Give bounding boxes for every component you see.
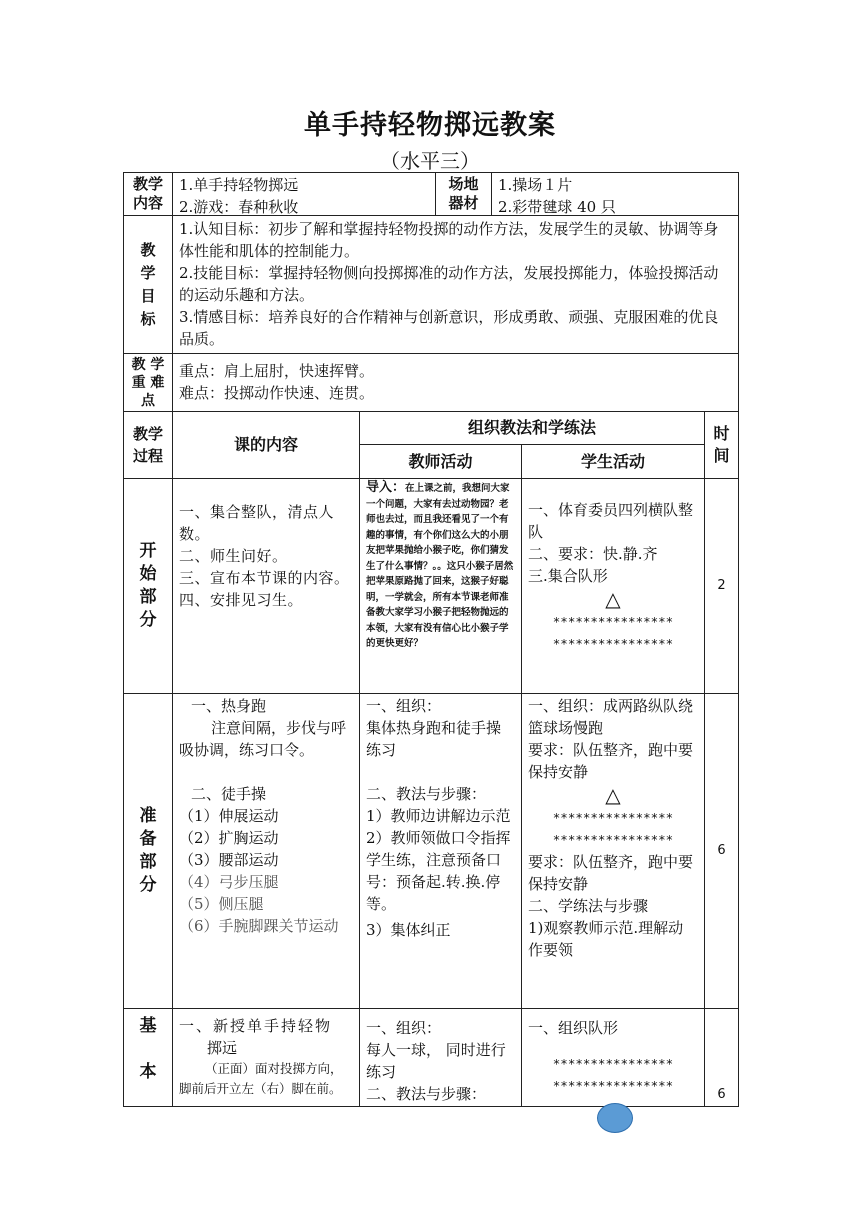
teacher-line: 二、教法与步骤： bbox=[366, 785, 487, 803]
student-header: 学生活动 bbox=[521, 444, 705, 479]
content-line: （1）伸展运动 bbox=[179, 807, 279, 825]
time-header: 时 间 bbox=[704, 411, 739, 479]
content-line: （3）腰部运动 bbox=[179, 851, 279, 869]
document-title: 单手持轻物掷远教案 bbox=[304, 110, 556, 141]
goal-item: 3.情感目标：培养良好的合作精神与创新意识，形成勇敢、顽强、克服困难的优良品质。 bbox=[179, 308, 719, 348]
content-line: 掷远 bbox=[207, 1039, 238, 1057]
section-basic-teacher bbox=[359, 1008, 522, 1107]
teacher-line: 每人一球， 同时进行练习 bbox=[366, 1041, 506, 1081]
org-header: 组织教法和学练法 bbox=[359, 411, 705, 445]
section-basic-time: 6 bbox=[704, 1008, 739, 1107]
student-line: 要求：队伍整齐，跑中要保持安静 bbox=[528, 853, 694, 893]
content-header: 课的内容 bbox=[172, 411, 360, 479]
venue-cell bbox=[491, 172, 739, 216]
content-line: 一、热身跑 bbox=[191, 697, 267, 715]
keypoint-item: 重点：肩上屈肘，快速挥臂。 bbox=[179, 362, 375, 380]
content-line: （2）扩胸运动 bbox=[179, 829, 279, 847]
student-line: 一、组织队形 bbox=[528, 1019, 619, 1037]
student-row-formation: **************** bbox=[552, 810, 674, 825]
venue-item: 2.彩带毽球 40 只 bbox=[498, 198, 616, 216]
teacher-line: 1）教师边讲解边示范 bbox=[366, 807, 511, 825]
content-line: （4）弓步压腿 bbox=[179, 873, 279, 891]
section-prep-time: 6 bbox=[704, 693, 739, 1009]
teacher-line: 集体热身跑和徒手操练习 bbox=[366, 719, 502, 759]
student-row-formation: **************** bbox=[552, 832, 674, 847]
content-item: 1.单手持轻物掷远 bbox=[179, 176, 299, 194]
section-prep-student bbox=[521, 693, 705, 1009]
student-line: 一、体育委员四列横队整队 bbox=[528, 501, 694, 541]
content-cell bbox=[172, 172, 436, 216]
content-line: 注意间隔，步伐与呼吸协调，练习口令。 bbox=[179, 719, 347, 759]
section-start-content bbox=[172, 478, 360, 694]
content-line: （5）侧压腿 bbox=[179, 895, 264, 913]
section-start-time: 2 bbox=[704, 478, 739, 694]
teacher-line: 一、组织： bbox=[366, 697, 442, 715]
section-basic-student bbox=[521, 1008, 705, 1107]
page-indicator-shape bbox=[597, 1103, 633, 1133]
content-line: （正面）面对投掷方向，脚前后开立左（右）脚在前。 bbox=[179, 1061, 343, 1096]
goal-item: 2.技能目标：掌握持轻物侧向投掷掷准的动作方法，发展投掷能力，体验投掷活动的运动乐趣和方法。 bbox=[179, 264, 719, 304]
venue-label: 场地 器材 bbox=[435, 172, 492, 216]
keypoints-label: 教 学 重 难 点 bbox=[123, 353, 173, 412]
teacher-position-marker: △ bbox=[605, 783, 621, 807]
student-row-formation: **************** bbox=[552, 1078, 674, 1093]
goals-cell bbox=[172, 215, 739, 354]
section-start-teacher bbox=[359, 478, 522, 694]
content-label: 教学 内容 bbox=[123, 172, 173, 216]
content-line: 三、宣布本节课的内容。 bbox=[179, 569, 350, 587]
content-item: 2.游戏：春种秋收 bbox=[179, 198, 299, 216]
content-line: 一、新授单手持轻物 bbox=[179, 1017, 333, 1035]
keypoints-cell bbox=[172, 353, 739, 412]
intro-text: 在上课之前，我想问大家一个问题，大家有去过动物园？老师也去过，而且我还看见了一个有趣的事情，有个你们这么大的小朋友把苹果抛给小猴子吃，你们猜发生了什么事情？。。这只小猴子居然把苹果原路抛了回来，这猴子好聪明，一学就会，所有本节课老师准备教大家学习小猴子把轻物抛远的本领，大家有没有信心比小猴子学的更快更好？ bbox=[366, 483, 514, 649]
content-line: 二、师生问好。 bbox=[179, 547, 288, 565]
venue-item: 1.操场１片 bbox=[498, 176, 573, 194]
student-row-formation: **************** bbox=[552, 614, 674, 629]
student-line: 二、学练法与步骤 bbox=[528, 897, 649, 915]
student-line: 一、组织：成两路纵队绕篮球场慢跑 bbox=[528, 697, 694, 737]
content-line: 四、安排见习生。 bbox=[179, 591, 304, 609]
content-line: 二、徒手操 bbox=[191, 785, 267, 803]
goal-item: 1.认知目标：初步了解和掌握持轻物投掷的动作方法，发展学生的灵敏、协调等身体性能和肌体的控制能力。 bbox=[179, 220, 719, 260]
student-row-formation: **************** bbox=[552, 636, 674, 651]
process-header: 教学 过程 bbox=[123, 411, 173, 479]
student-line: 二、要求：快.静.齐 bbox=[528, 545, 658, 563]
student-line: 三.集合队形 bbox=[528, 567, 608, 585]
section-basic-content bbox=[172, 1008, 360, 1107]
student-row-formation: **************** bbox=[552, 1056, 674, 1071]
goals-label: 教 学 目 标 bbox=[123, 215, 173, 354]
teacher-line: 二、教法与步骤： bbox=[366, 1085, 487, 1103]
teacher-line: 一、组织： bbox=[366, 1019, 442, 1037]
document-subtitle: （水平三） bbox=[380, 149, 480, 173]
teacher-position-marker: △ bbox=[605, 587, 621, 611]
section-prep-content bbox=[172, 693, 360, 1009]
keypoint-item: 难点：投掷动作快速、连贯。 bbox=[179, 384, 375, 402]
intro-lead: 导入： bbox=[366, 480, 406, 495]
content-line: 一、集合整队，清点人数。 bbox=[179, 503, 335, 543]
content-line: （6）手腕脚踝关节运动 bbox=[179, 917, 339, 935]
teacher-header: 教师活动 bbox=[359, 444, 522, 479]
section-prep-label: 准 备 部 分 bbox=[123, 693, 173, 1009]
section-basic-label: 基 本 bbox=[123, 1008, 173, 1107]
section-start-student bbox=[521, 478, 705, 694]
teacher-line: 3）集体纠正 bbox=[366, 921, 451, 939]
section-prep-teacher bbox=[359, 693, 522, 1009]
teacher-line: 2）教师领做口令指挥学生练，注意预备口号：预备起.转.换.停等。 bbox=[366, 829, 511, 913]
student-line: 1)观察教师示范.理解动作要领 bbox=[528, 919, 684, 959]
student-line: 要求：队伍整齐，跑中要保持安静 bbox=[528, 741, 694, 781]
section-start-label: 开 始 部 分 bbox=[123, 478, 173, 694]
lesson-plan-table bbox=[123, 172, 739, 1107]
